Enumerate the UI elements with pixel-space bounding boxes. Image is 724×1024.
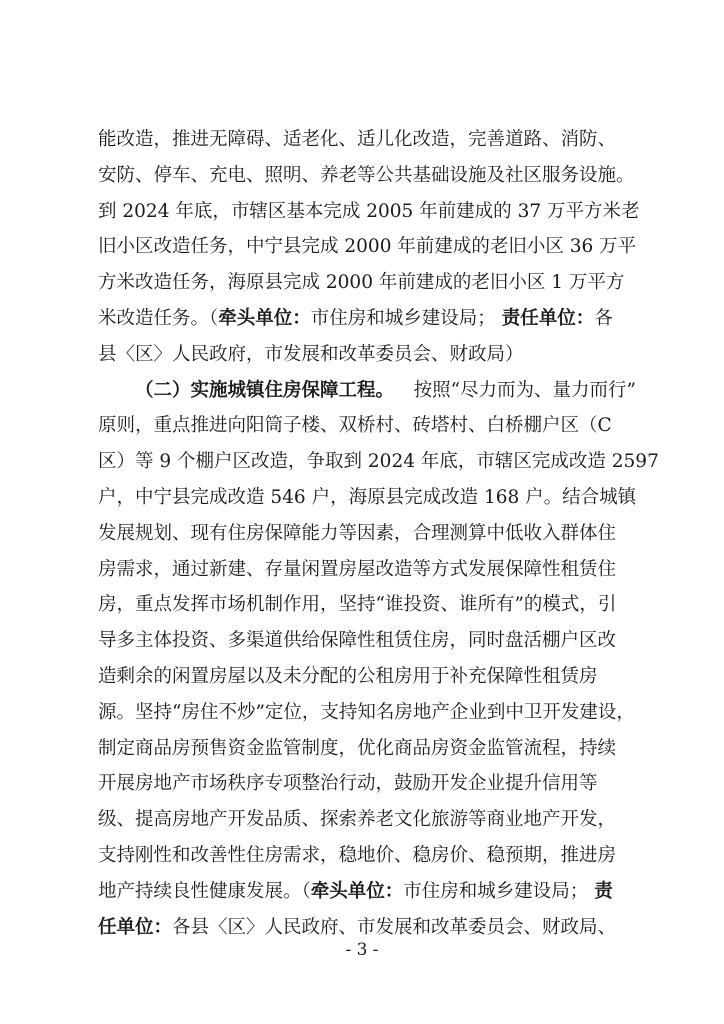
text-line-content: 造剩余的闲置房屋以及未分配的公租房用于补充保障性租赁房 (98, 665, 598, 687)
text-line (98, 265, 636, 301)
text-line (98, 838, 636, 874)
text-line-content: 旧小区改造任务，中宁县完成 2000 年前建成的老旧小区 36 万平 (98, 236, 637, 258)
text-line (98, 444, 659, 480)
text-line-content: 发展规划、现有住房保障能力等因素，合理测算中低收入群体住 (98, 522, 617, 544)
text-line (98, 623, 636, 659)
text-line-content: 米改造任务。（ (98, 307, 219, 329)
section-heading-line (98, 373, 636, 409)
text-line (98, 552, 636, 588)
lead-unit-value: 市住房和城乡建设局； (310, 307, 496, 329)
responsible-unit-label: 责 (594, 880, 613, 902)
text-line-content: 方米改造任务，海原县完成 2000 年前建成的老旧小区 1 万平方 (98, 272, 625, 294)
text-line-content: 级、提高房地产开发品质、探索养老文化旅游等商业地产开发， (98, 809, 617, 831)
text-line-content: 源。坚持“房住不炒”定位，支持知名房地产企业到中卫开发建设， (98, 701, 635, 723)
responsible-unit-value: 各 (594, 307, 613, 329)
text-line-content: 能改造，推进无障碍、适老化、适儿化改造，完善道路、消防、 (98, 129, 617, 150)
text-line (98, 766, 636, 802)
text-line (98, 516, 636, 552)
text-line (98, 874, 636, 910)
text-line-content: 开展房地产市场秩序专项整治行动，鼓励开发企业提升信用等 (98, 773, 598, 795)
text-line-content: 地产持续良性健康发展。（ (98, 880, 311, 902)
responsible-unit-value: 各县〈区〉人民政府、市发展和改革委员会、财政局、 (172, 916, 617, 938)
text-line-content: 制定商品房预售资金监管制度，优化商品房资金监管流程，持续 (98, 737, 617, 759)
text-line-content: 户，中宁县完成改造 546 户，海原县完成改造 168 户。结合城镇 (98, 486, 637, 508)
text-line (98, 731, 636, 767)
page-number: - 3 - (345, 940, 379, 960)
text-line (98, 122, 636, 158)
text-line (98, 480, 636, 516)
lead-unit-value: 市住房和城乡建设局； (403, 880, 589, 902)
text-line-content: 县〈区〉人民政府，市发展和改革委员会、财政局） (98, 343, 524, 365)
text-line (98, 408, 636, 444)
text-line (98, 158, 636, 194)
text-line (98, 695, 636, 731)
text-line-content: 导多主体投资、多渠道供给保障性租赁住房，同时盘活棚户区改 (98, 630, 617, 652)
text-line-content: 按照“尽力而为、量力而行” (413, 379, 636, 401)
text-line (98, 802, 636, 838)
text-line (98, 301, 636, 337)
text-line-content: 房，重点发挥市场机制作用，坚持“谁投资、谁所有”的模式，引 (98, 594, 617, 616)
lead-unit-label: 牵头单位： (310, 880, 404, 902)
text-line-content: 安防、停车、充电、照明、养老等公共基础设施及社区服务设施。 (98, 164, 635, 186)
body-text (98, 122, 659, 945)
text-line-content: 区）等 9 个棚户区改造，争取到 2024 年底，市辖区完成改造 2597 (98, 451, 659, 473)
text-line-content: 到 2024 年底，市辖区基本完成 2005 年前建成的 37 万平方米老 (98, 200, 640, 222)
text-line-content: 支持刚性和改善性住房需求，稳地价、稳房价、稳预期，推进房 (98, 844, 617, 866)
lead-unit-label: 牵头单位： (218, 307, 311, 329)
responsible-unit-label: 任单位： (98, 916, 173, 938)
text-line (98, 194, 640, 230)
responsible-unit-label: 责任单位： (501, 307, 595, 329)
section-heading: （二）实施城镇住房保障工程。 (135, 379, 395, 401)
text-line (98, 337, 636, 373)
text-line (98, 659, 636, 695)
text-line-content: 房需求，通过新建、存量闲置房屋改造等方式发展保障性租赁住 (98, 558, 617, 580)
text-line-content: 原则，重点推进向阳筒子楼、双桥村、砖塔村、白桥棚户区（C (98, 415, 612, 437)
text-line (98, 229, 636, 265)
text-line (98, 587, 636, 623)
